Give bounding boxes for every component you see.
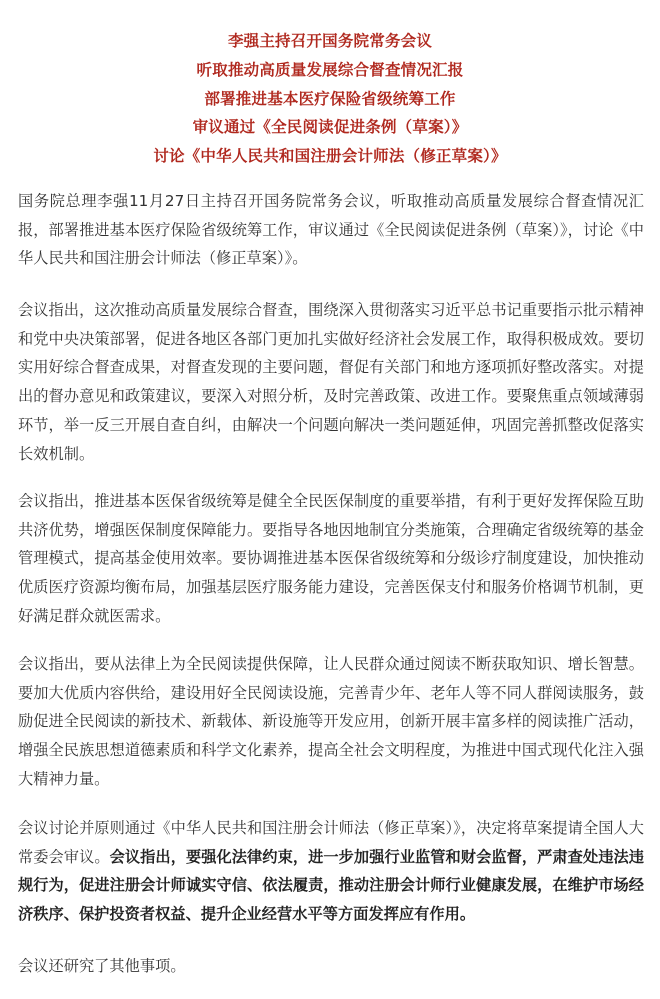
paragraph-cpa-law-emphasis: 会议指出，要强化法律约束，进一步加强行业监管和财会监督，严肃查处违法违规行为，促进注册会计师诚实守信、依法履责，推动注册会计师行业健康发展，在维护市场经济秩序、保护投资者权益、提升企业经营水平等方面发挥应有作用。 — [18, 847, 644, 924]
headline-line-5: 讨论《中华人民共和国注册会计师法（修正草案）》 — [153, 147, 507, 166]
paragraph-cpa-law — [18, 814, 644, 929]
paragraph-national-reading: 会议指出，要从法律上为全民阅读提供保障，让人民群众通过阅读不断获取知识、增长智慧。要加大优质内容供给，建设用好全民阅读设施，完善青少年、老年人等不同人群阅读服务，鼓励促进全民阅读的新技术、新载体、新设施等开发应用，创新开展丰富多样的阅读推广活动，增强全民族思想道德素质和科学文化素养，提高全社会文明程度，为推进中国式现代化注入强大精神力量。 — [18, 655, 644, 788]
headline-line-2: 听取推动高质量发展综合督查情况汇报 — [196, 60, 464, 79]
paragraph-medical-insurance: 会议指出，推进基本医保省级统筹是健全全民医保制度的重要举措，有利于更好发挥保险互助共济优势，增强医保制度保障能力。要指导各地因地制宜分类施策，合理确定省级统筹的基金管理模式，提高基金使用效率。要协调推进基本医保省级统筹和分级诊疗制度建设，加快推动优质医疗资源均衡布局，加强基层医疗服务能力建设，完善医保支付和服务价格调节机制，更好满足群众就医需求。 — [18, 492, 644, 625]
paragraph-intro: 国务院总理李强11月27日主持召开国务院常务会议，听取推动高质量发展综合督查情况汇报，部署推进基本医疗保险省级统筹工作，审议通过《全民阅读促进条例（草案）》，讨论《中华人民共和国注册会计师法（修正草案）》。 — [18, 192, 644, 268]
headline-line-1: 李强主持召开国务院常务会议 — [227, 32, 433, 50]
paragraph-closing: 会议还研究了其他事项。 — [18, 957, 186, 975]
headline-block — [0, 27, 660, 171]
headline-line-3: 部署推进基本医疗保险省级统筹工作 — [204, 89, 456, 108]
headline-line-4: 审议通过《全民阅读促进条例（草案）》 — [192, 118, 468, 137]
paragraph-supervision: 会议指出，这次推动高质量发展综合督查，围绕深入贯彻落实习近平总书记重要指示批示精神和党中央决策部署，促进各地区各部门更加扎实做好经济社会发展工作，取得积极成效。要切实用好综合督查成果，对督查发现的主要问题，督促有关部门和地方逐项抓好整改落实。对提出的督办意见和政策建议，要深入对照分析，及时完善政策、改进工作。要聚焦重点领域薄弱环节，举一反三开展自查自纠，由解决一个问题向解决一类问题延伸，巩固完善抓整改促落实长效机制。 — [18, 301, 644, 463]
paragraph-cpa-law-plain: 会议讨论并原则通过《中华人民共和国注册会计师法（修正草案）》，决定将草案提请全国人大常委会审议。 — [18, 819, 644, 866]
